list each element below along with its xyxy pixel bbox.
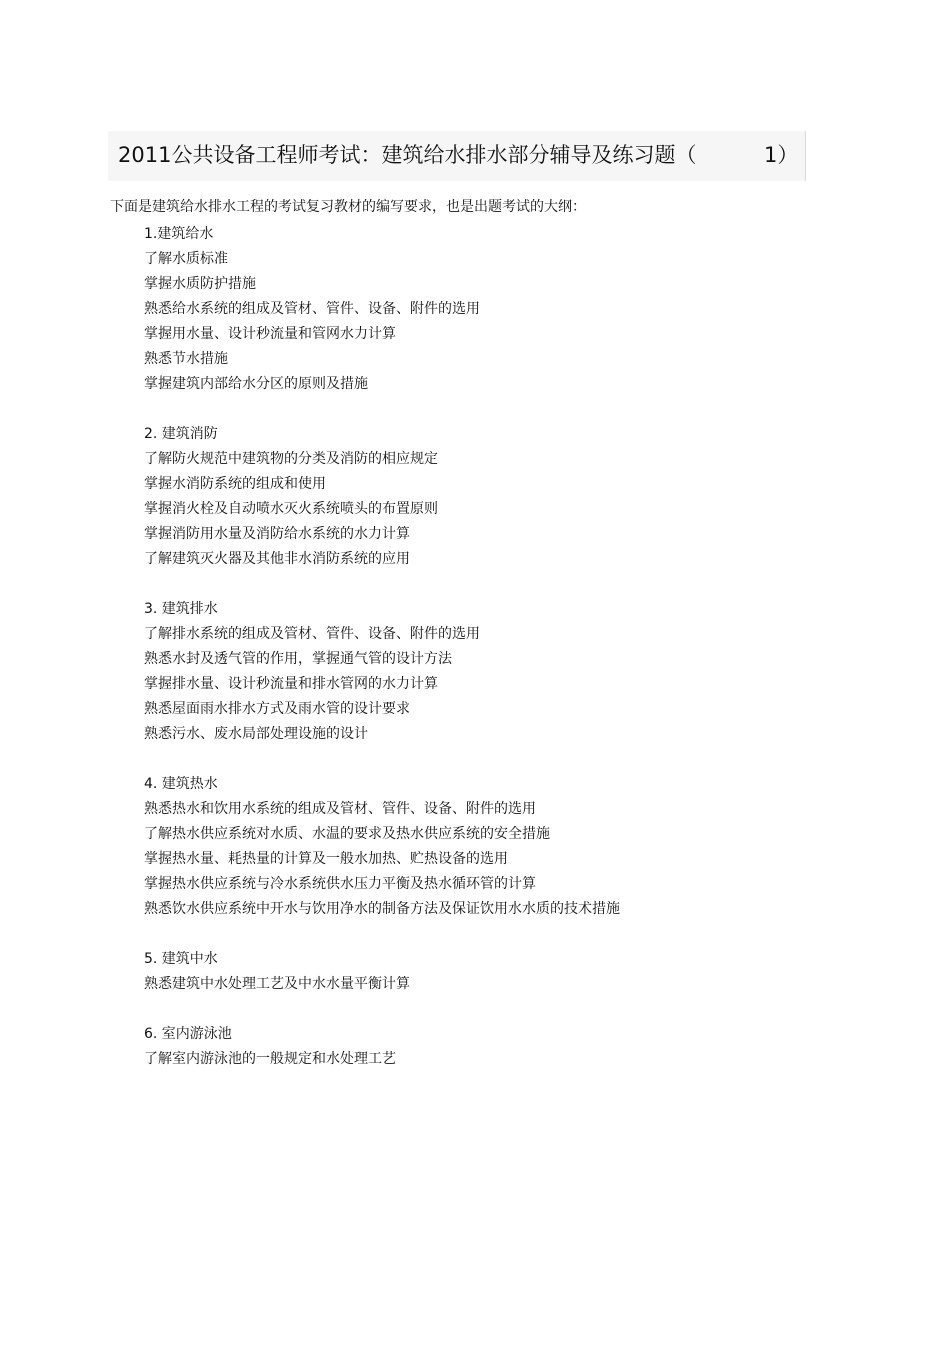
list-item: 掌握消防用水量及消防给水系统的水力计算 bbox=[144, 526, 410, 542]
section-heading: 6. 室内游泳池 bbox=[144, 1026, 232, 1042]
list-item: 了解建筑灭火器及其他非水消防系统的应用 bbox=[144, 551, 410, 567]
list-item: 熟悉节水措施 bbox=[144, 351, 228, 367]
section-building-drainage bbox=[144, 597, 844, 747]
list-item: 熟悉污水、废水局部处理设施的设计 bbox=[144, 726, 368, 742]
list-item: 熟悉给水系统的组成及管材、管件、设备、附件的选用 bbox=[144, 301, 480, 317]
list-item: 掌握热水量、耗热量的计算及一般水加热、贮热设备的选用 bbox=[144, 851, 508, 867]
list-item: 熟悉饮水供应系统中开水与饮用净水的制备方法及保证饮用水水质的技术措施 bbox=[144, 901, 620, 917]
list-item: 熟悉建筑中水处理工艺及中水水量平衡计算 bbox=[144, 976, 410, 992]
section-heading: 3. 建筑排水 bbox=[144, 601, 218, 617]
list-item: 掌握水质防护措施 bbox=[144, 276, 256, 292]
list-item: 了解防火规范中建筑物的分类及消防的相应规定 bbox=[144, 451, 438, 467]
list-item: 了解水质标准 bbox=[144, 251, 228, 267]
list-item: 掌握用水量、设计秒流量和管网水力计算 bbox=[144, 326, 396, 342]
section-indoor-swimming-pool bbox=[144, 1022, 844, 1072]
list-item: 熟悉屋面雨水排水方式及雨水管的设计要求 bbox=[144, 701, 410, 717]
syllabus-content bbox=[144, 222, 844, 1097]
intro-text: 下面是建筑给水排水工程的考试复习教材的编写要求，也是出题考试的大纲： bbox=[110, 199, 586, 215]
list-item: 熟悉热水和饮用水系统的组成及管材、管件、设备、附件的选用 bbox=[144, 801, 536, 817]
list-item: 掌握热水供应系统与冷水系统供水压力平衡及热水循环管的计算 bbox=[144, 876, 536, 892]
section-building-reclaimed-water bbox=[144, 947, 844, 997]
section-building-hot-water bbox=[144, 772, 844, 922]
section-building-fire-protection bbox=[144, 422, 844, 572]
section-heading: 5. 建筑中水 bbox=[144, 951, 218, 967]
list-item: 了解室内游泳池的一般规定和水处理工艺 bbox=[144, 1051, 396, 1067]
section-heading: 2. 建筑消防 bbox=[144, 426, 218, 442]
list-item: 掌握建筑内部给水分区的原则及措施 bbox=[144, 376, 368, 392]
list-item: 了解热水供应系统对水质、水温的要求及热水供应系统的安全措施 bbox=[144, 826, 550, 842]
list-item: 熟悉水封及透气管的作用，掌握通气管的设计方法 bbox=[144, 651, 452, 667]
list-item: 掌握水消防系统的组成和使用 bbox=[144, 476, 326, 492]
page-title: 2011公共设备工程师考试：建筑给水排水部分辅导及练习题（ bbox=[118, 143, 697, 167]
list-item: 了解排水系统的组成及管材、管件、设备、附件的选用 bbox=[144, 626, 480, 642]
section-heading: 4. 建筑热水 bbox=[144, 776, 218, 792]
list-item: 掌握消火栓及自动喷水灭火系统喷头的布置原则 bbox=[144, 501, 438, 517]
title-bar bbox=[108, 131, 806, 181]
page-title-number: 1） bbox=[764, 143, 799, 167]
section-building-water-supply bbox=[144, 222, 844, 397]
section-heading: 1.建筑给水 bbox=[144, 226, 214, 242]
list-item: 掌握排水量、设计秒流量和排水管网的水力计算 bbox=[144, 676, 438, 692]
